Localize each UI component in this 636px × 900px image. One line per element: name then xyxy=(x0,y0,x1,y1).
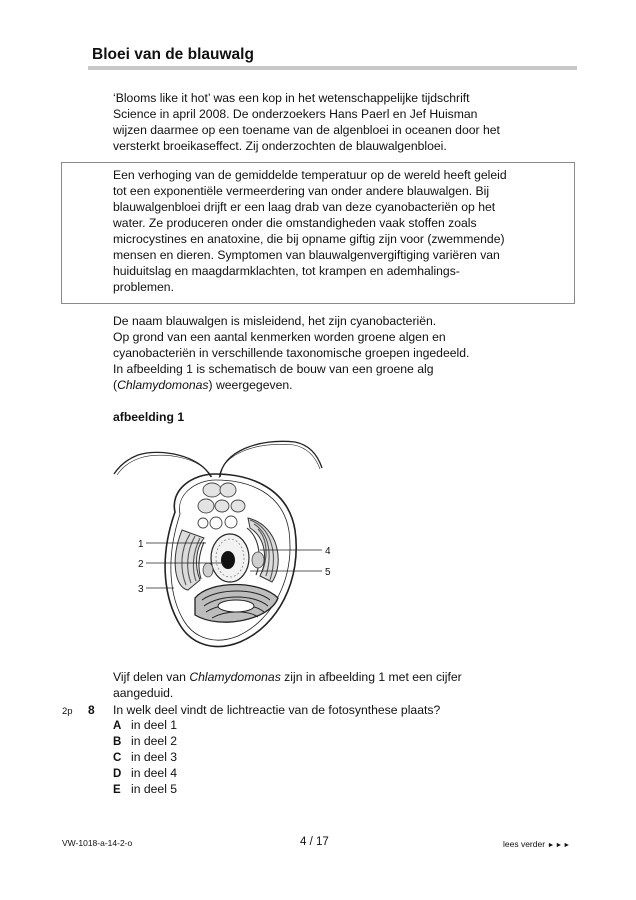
paren-open: ( xyxy=(113,378,118,392)
title-divider xyxy=(88,66,577,70)
source-line: blauwalgenbloei drijft er een laag drab van deze cyanobacteriën op het xyxy=(113,200,496,214)
context-line: In afbeelding 1 is schematisch de bouw van een groene alg xyxy=(113,362,434,376)
source-line: tot een exponentiële vermeerdering van onder andere blauwalgen. Bij xyxy=(113,184,490,198)
flagellum-right xyxy=(220,441,322,477)
question-number: 8 xyxy=(88,703,95,717)
option-text: in deel 4 xyxy=(131,766,178,780)
pyrenoid xyxy=(195,585,278,623)
source-line: mensen en dieren. Symptomen van blauwalgenvergiftiging variëren van xyxy=(113,248,500,262)
intro-start: Vijf delen van xyxy=(113,670,190,684)
question-intro xyxy=(113,669,462,701)
context-line: De naam blauwalgen is misleidend, het zijn cyanobacteriën. xyxy=(113,314,437,328)
context-line: Op grond van een aantal kenmerken worden groene algen en xyxy=(113,330,446,344)
intro-paragraph xyxy=(113,90,500,154)
next-page-indicator xyxy=(503,839,571,849)
question-intro-line: aangeduid. xyxy=(113,686,174,700)
flagellum-left xyxy=(114,452,211,477)
genus-name: Chlamydomonas xyxy=(189,670,281,684)
chlamydomonas-diagram xyxy=(100,430,360,660)
option-letter: B xyxy=(113,736,122,748)
context-line: cyanobacteriën in verschillende taxonomische groepen ingedeeld. xyxy=(113,346,470,360)
exam-code: VW-1018-a-14-2-o xyxy=(62,838,133,848)
next-page-text: lees verder xyxy=(503,839,546,849)
question-text-line: In welk deel vindt de lichtreactie van de fotosynthese plaats? xyxy=(113,703,441,717)
source-line: microcystines en anatoxine, die bij opname giftig zijn voor (zwemmende) xyxy=(113,232,505,246)
source-line: problemen. xyxy=(113,280,174,294)
genus-name: Chlamydomonas xyxy=(117,378,209,392)
page-number: 4 / 17 xyxy=(300,836,329,848)
part-label-5: 5 xyxy=(325,567,331,578)
option-text: in deel 1 xyxy=(131,718,178,732)
source-text xyxy=(113,167,507,295)
part-label-2: 2 xyxy=(138,559,144,570)
option-letter: D xyxy=(113,768,122,780)
source-line: water. Ze produceren onder die omstandigheden vaak stoffen zoals xyxy=(113,216,477,230)
option-text: in deel 3 xyxy=(131,750,178,764)
intro-end: zijn in afbeelding 1 met een cijfer xyxy=(280,670,462,684)
option-text: in deel 2 xyxy=(131,734,178,748)
option-e[interactable] xyxy=(113,782,177,796)
line-end: ) weergegeven. xyxy=(208,378,293,392)
option-a[interactable] xyxy=(113,718,177,732)
flagellum-right-edge xyxy=(219,444,320,478)
nucleolus xyxy=(221,551,235,569)
option-c[interactable] xyxy=(113,750,177,764)
source-line: huiduitslag en maagdarmklachten, tot krampen en ademhalings- xyxy=(113,264,460,278)
option-letter: C xyxy=(113,752,122,764)
part-label-4: 4 xyxy=(325,546,331,557)
question-points: 2p xyxy=(62,706,73,717)
intro-line: Science in april 2008. De onderzoekers Hans Paerl en Jef Huisman xyxy=(113,107,478,121)
option-letter: A xyxy=(113,720,122,732)
context-paragraph xyxy=(113,313,469,393)
part-label-1: 1 xyxy=(138,539,144,550)
nucleus xyxy=(211,534,249,582)
section-title: Bloei van de blauwalg xyxy=(92,46,254,63)
part-label-3: 3 xyxy=(138,584,144,595)
intro-line: wijzen daarmee op een toename van de algenbloei in oceanen door het xyxy=(113,123,500,137)
question-text xyxy=(113,702,440,718)
option-text: in deel 5 xyxy=(131,782,178,796)
source-line: Een verhoging van de gemiddelde temperatuur op de wereld heeft geleid xyxy=(113,168,507,182)
figure-label: afbeelding 1 xyxy=(113,410,185,424)
option-b[interactable] xyxy=(113,734,177,748)
context-line xyxy=(113,377,469,393)
option-d[interactable] xyxy=(113,766,177,780)
intro-line: versterkt broeikaseffect. Zij onderzochten de blauwalgenbloei. xyxy=(113,139,447,153)
intro-line: ‘Blooms like it hot’ was een kop in het wetenschappelijke tijdschrift xyxy=(113,91,470,105)
option-letter: E xyxy=(113,784,121,796)
question-intro-line xyxy=(113,669,462,685)
arrow-right-icon: ►►► xyxy=(547,842,572,849)
